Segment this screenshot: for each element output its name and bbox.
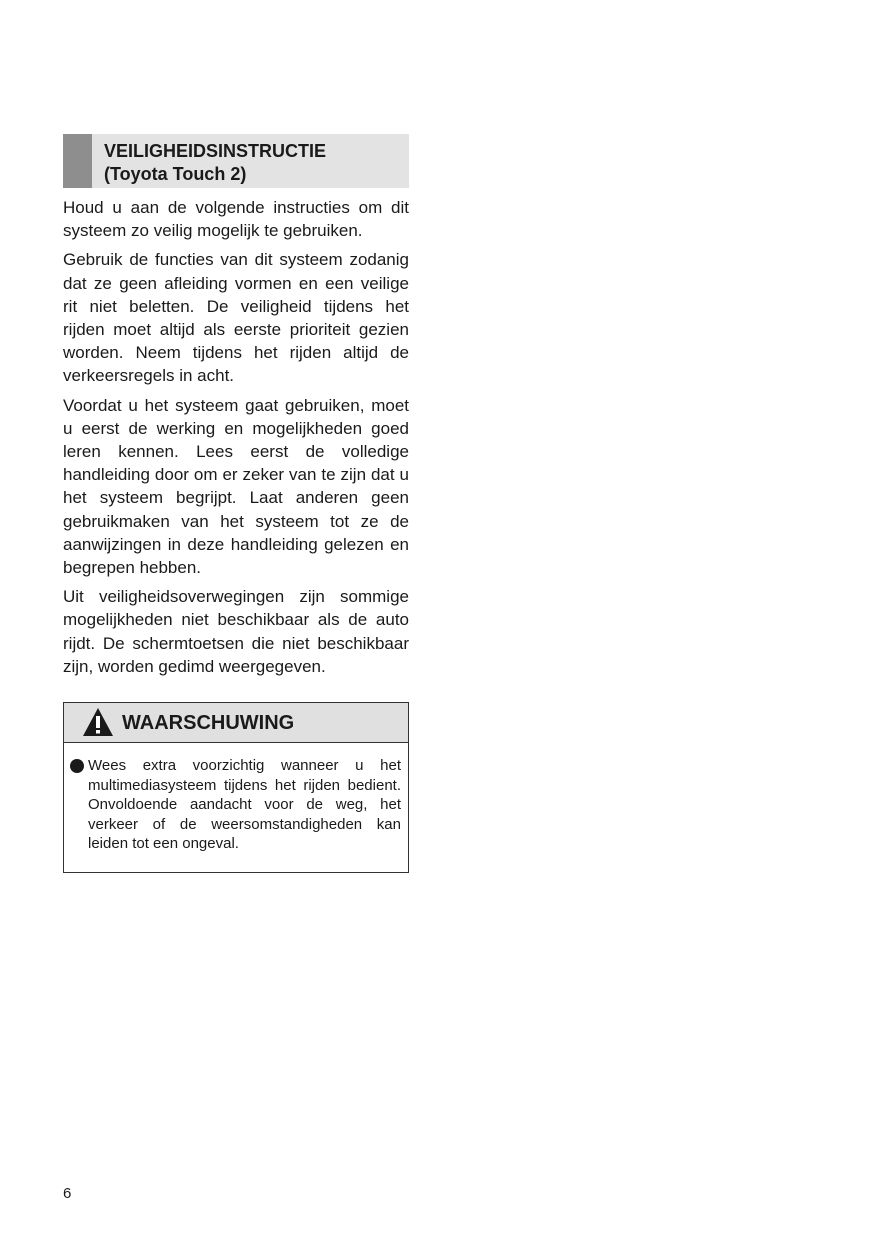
body-text [63, 196, 409, 684]
section-header-bar [63, 134, 92, 188]
warning-title: WAARSCHUWING [122, 712, 295, 734]
page-title [104, 140, 326, 186]
warning-text: Wees extra voorzichtig wanneer u het multimediasysteem tijdens het rijden bedient. Onvoldoende aandacht voor de weg, het verkeer of de weersomstandigheden kan leiden tot een ongeval. [88, 757, 401, 853]
page-title-line1: VEILIGHEIDSINSTRUCTIE [104, 141, 327, 161]
warning-triangle-icon [82, 707, 114, 737]
paragraph: Houd u aan de volgende instructies om dit systeem zo veilig mogelijk te gebruiken. [63, 198, 409, 241]
paragraph: Uit veiligheidsoverwegingen zijn sommige mogelijkheden niet beschikbaar als de auto rijdt. De schermtoetsen die niet beschikbaar zijn, worden gedimd weergegeven. [63, 587, 409, 676]
paragraph: Gebruik de functies van dit systeem zodanig dat ze geen afleiding vormen en een veilige rit niet beletten. De veiligheid tijdens het rijden moet altijd als eerste prioriteit gezien worden. Neem tijdens het rijden altijd de verkeersregels in acht. [63, 250, 409, 386]
section-header [63, 134, 409, 188]
paragraph: Voordat u het systeem gaat gebruiken, moet u eerst de werking en mogelijkheden goed leren kennen. Lees eerst de volledige handleiding door om er zeker van te zijn dat u het systeem begrijpt. Laat anderen geen gebruikmaken van het systeem tot ze de aanwijzingen in deze handleiding gelezen en begrepen hebben. [63, 395, 409, 578]
warning-item [70, 756, 401, 854]
bullet-icon [70, 759, 84, 773]
page-title-line2: (Toyota Touch 2) [104, 164, 247, 184]
warning-box [63, 702, 409, 873]
page-number: 6 [63, 1185, 72, 1202]
warning-header [64, 703, 408, 743]
